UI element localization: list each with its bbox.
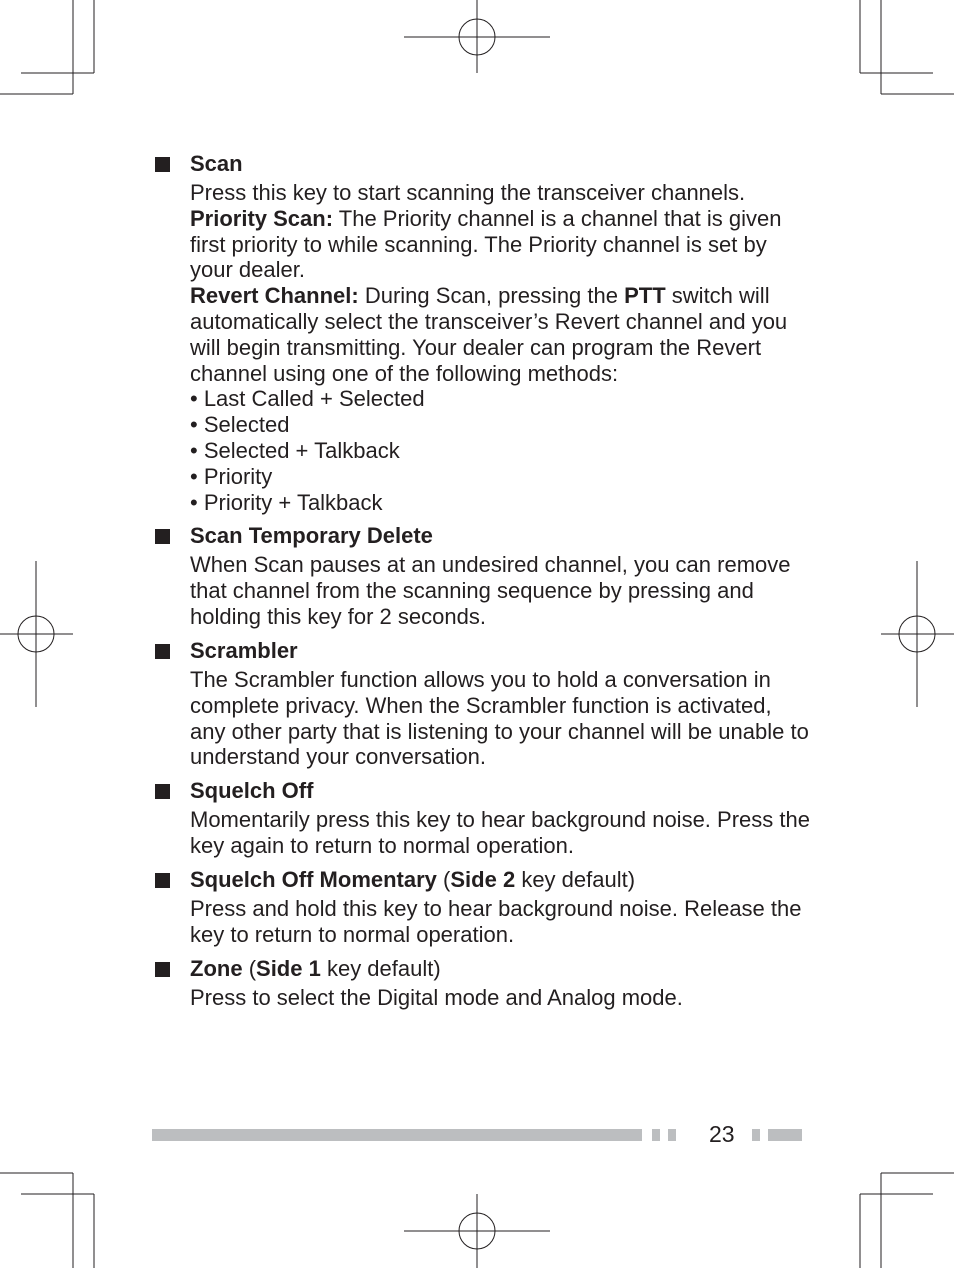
- revert-channel-paragraph: [190, 283, 810, 386]
- priority-scan-text: The Priority channel is a channel that is given first priority to while scanning. The Priority channel is set by your dealer.: [190, 205, 782, 283]
- section-bullet: [155, 784, 170, 799]
- footer-bar-dot: [752, 1129, 760, 1141]
- section-body: [190, 667, 810, 770]
- revert-methods-list: [190, 386, 810, 515]
- footer-bar-long: [152, 1129, 642, 1141]
- title-open-paren: (: [443, 867, 451, 892]
- section-title: [190, 867, 635, 893]
- section-bullet: [155, 962, 170, 977]
- section-bullet: [155, 529, 170, 544]
- footer-bar-short: [768, 1129, 802, 1141]
- section-title-text: Scan Temporary Delete: [190, 523, 433, 548]
- title-suffix: key default): [521, 867, 636, 892]
- section-title-text: Squelch Off Momentary: [190, 867, 437, 892]
- section-title: [190, 956, 441, 982]
- section-title-text: Scrambler: [190, 638, 298, 663]
- priority-scan-paragraph: [190, 206, 810, 283]
- revert-channel-label: Revert Channel:: [190, 283, 359, 309]
- section-text: When Scan pauses at an undesired channel, you can remove that channel from the scanning sequence by pressing and holding this key for 2 seconds.: [190, 552, 791, 629]
- section-body: [190, 896, 810, 948]
- section-text: Press and hold this key to hear background noise. Release the key to return to normal operation.: [190, 896, 802, 947]
- section-bullet: [155, 873, 170, 888]
- footer-bar-dot: [652, 1129, 660, 1141]
- section-text: Press to select the Digital mode and Analog mode.: [190, 985, 683, 1010]
- registration-target-left: [0, 561, 73, 707]
- scan-intro: Press this key to start scanning the transceiver channels.: [190, 180, 746, 205]
- section-title-text: Squelch Off: [190, 778, 314, 803]
- list-item: • Selected: [190, 412, 290, 438]
- section-title: [190, 151, 243, 177]
- section-bullet: [155, 157, 170, 172]
- title-open-paren: (: [248, 956, 257, 981]
- section-title-text: Scan: [190, 151, 243, 176]
- section-title: [190, 523, 433, 549]
- section-title: [190, 778, 313, 804]
- section-body: [190, 180, 810, 515]
- registration-target-right: [881, 561, 954, 707]
- title-suffix: key default): [326, 956, 441, 981]
- side-key-label: Side 1: [256, 956, 321, 981]
- revert-channel-text-after: switch will automatically select the transceiver’s Revert channel and you will begin transmitting. Your dealer can program the Revert channel using one of the following methods:: [190, 283, 788, 386]
- list-item: • Selected + Talkback: [190, 437, 400, 463]
- list-item: • Last Called + Selected: [190, 386, 425, 412]
- section-bullet: [155, 644, 170, 659]
- section-body: [190, 985, 810, 1011]
- registration-target-top: [404, 0, 550, 73]
- list-item: • Priority + Talkback: [190, 489, 383, 515]
- section-body: [190, 807, 810, 859]
- list-item: • Priority: [190, 463, 273, 489]
- section-text: Momentarily press this key to hear background noise. Press the key again to return to normal operation.: [190, 807, 810, 858]
- revert-channel-text-before: During Scan, pressing the: [364, 283, 618, 309]
- ptt-key-label: PTT: [624, 283, 666, 309]
- side-key-label: Side 2: [450, 867, 516, 892]
- section-title: [190, 638, 298, 664]
- priority-scan-label: Priority Scan:: [190, 205, 334, 231]
- registration-target-bottom: [404, 1194, 550, 1268]
- section-text: The Scrambler function allows you to hold a conversation in complete privacy. When the Scrambler function is activated, any other party that is listening to your channel will be unable to understand your conversation.: [190, 667, 809, 770]
- page-number: 23: [709, 1121, 735, 1147]
- section-title-text: Zone: [190, 956, 243, 981]
- footer-bar-dot: [668, 1129, 676, 1141]
- section-body: [190, 552, 810, 629]
